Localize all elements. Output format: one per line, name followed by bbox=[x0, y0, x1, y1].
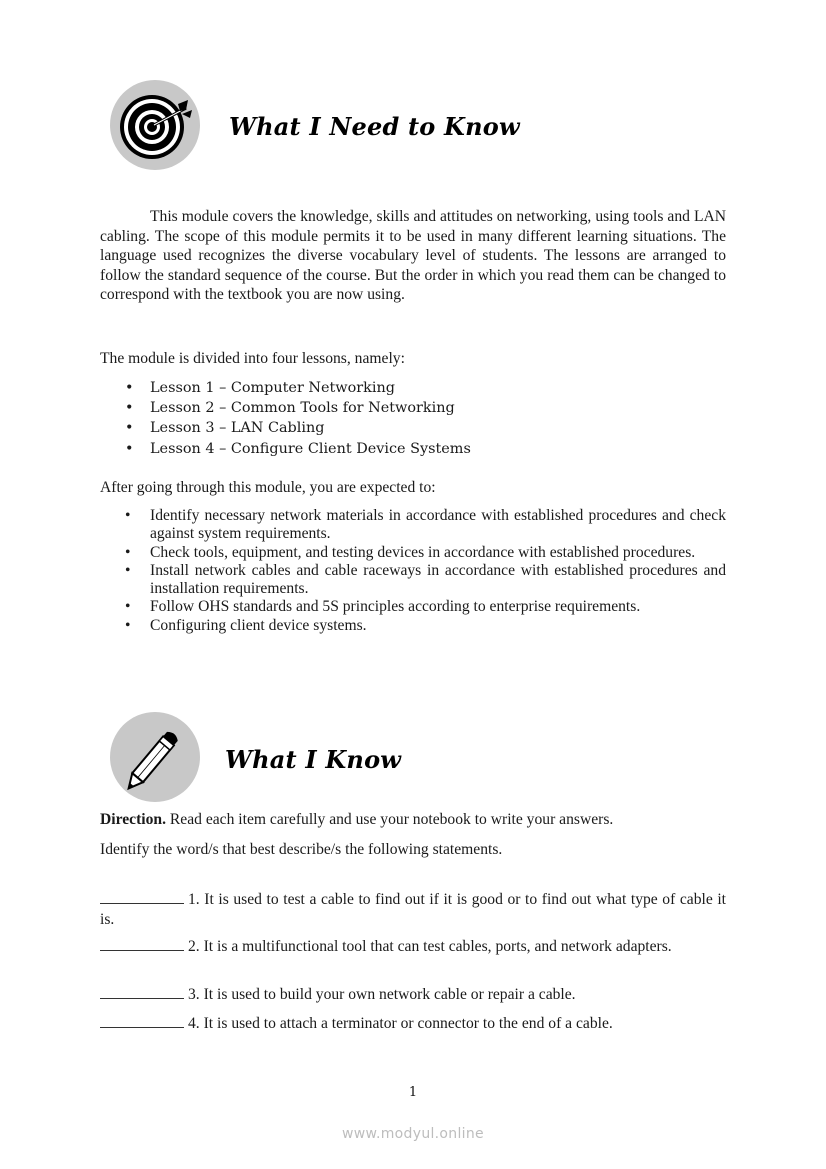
question-item bbox=[100, 1014, 726, 1034]
list-item: • Configuring client device systems. bbox=[100, 617, 726, 635]
instruction-text: Identify the word/s that best describe/s the following statements. bbox=[100, 841, 503, 858]
question-text: 3. It is used to build your own network cable or repair a cable. bbox=[188, 986, 576, 1003]
answer-blank bbox=[100, 891, 184, 904]
objectives-intro: After going through this module, you are expected to: bbox=[100, 479, 436, 496]
list-item: • Follow OHS standards and 5S principles according to enterprise requirements. bbox=[100, 598, 726, 616]
objectives-list bbox=[100, 507, 726, 635]
section-title-what-i-know: What I Know bbox=[225, 745, 402, 774]
direction-text bbox=[100, 810, 726, 830]
list-item: • Check tools, equipment, and testing devices in accordance with established procedures. bbox=[100, 544, 726, 562]
page-number: 1 bbox=[408, 1085, 418, 1100]
list-item: • Identify necessary network materials in accordance with established procedures and check against system requirements. bbox=[100, 507, 726, 544]
answer-blank bbox=[100, 1015, 184, 1028]
question-text: 1. It is used to test a cable to find out if it is good or to find out what type of cable it is. bbox=[100, 891, 726, 928]
target-icon bbox=[110, 80, 200, 170]
answer-blank bbox=[100, 986, 184, 999]
question-text: 2. It is a multifunctional tool that can test cables, ports, and network adapters. bbox=[188, 938, 672, 955]
intro-paragraph: This module covers the knowledge, skills and attitudes on networking, using tools and LAN cabling. The scope of this module permits it to be used in many different learning situations. The language used recognizes the diverse vocabulary level of students. The lessons are arranged to follow the standard sequence of the course. But the order in which you read them can be changed to correspond with the textbook you are now using. bbox=[100, 208, 726, 303]
list-item: • Lesson 4 – Configure Client Device Systems bbox=[100, 439, 726, 459]
lessons-list bbox=[100, 378, 726, 459]
question-text: 4. It is used to attach a terminator or connector to the end of a cable. bbox=[188, 1015, 613, 1032]
direction-label: Direction. bbox=[100, 811, 166, 828]
section-title-what-i-need-to-know: What I Need to Know bbox=[229, 112, 520, 141]
watermark: www.modyul.online bbox=[342, 1126, 484, 1142]
list-item: • Lesson 2 – Common Tools for Networking bbox=[100, 398, 726, 418]
list-item: • Lesson 3 – LAN Cabling bbox=[100, 418, 726, 438]
question-item bbox=[100, 985, 726, 1005]
answer-blank bbox=[100, 938, 184, 951]
lessons-intro: The module is divided into four lessons, namely: bbox=[100, 350, 405, 367]
list-item: • Install network cables and cable raceways in accordance with established procedures and installation requirements. bbox=[100, 562, 726, 599]
question-item bbox=[100, 937, 726, 957]
pencil-icon bbox=[110, 712, 200, 802]
list-item: • Lesson 1 – Computer Networking bbox=[100, 378, 726, 398]
direction-body: Read each item carefully and use your notebook to write your answers. bbox=[165, 811, 614, 828]
question-item bbox=[100, 890, 726, 929]
